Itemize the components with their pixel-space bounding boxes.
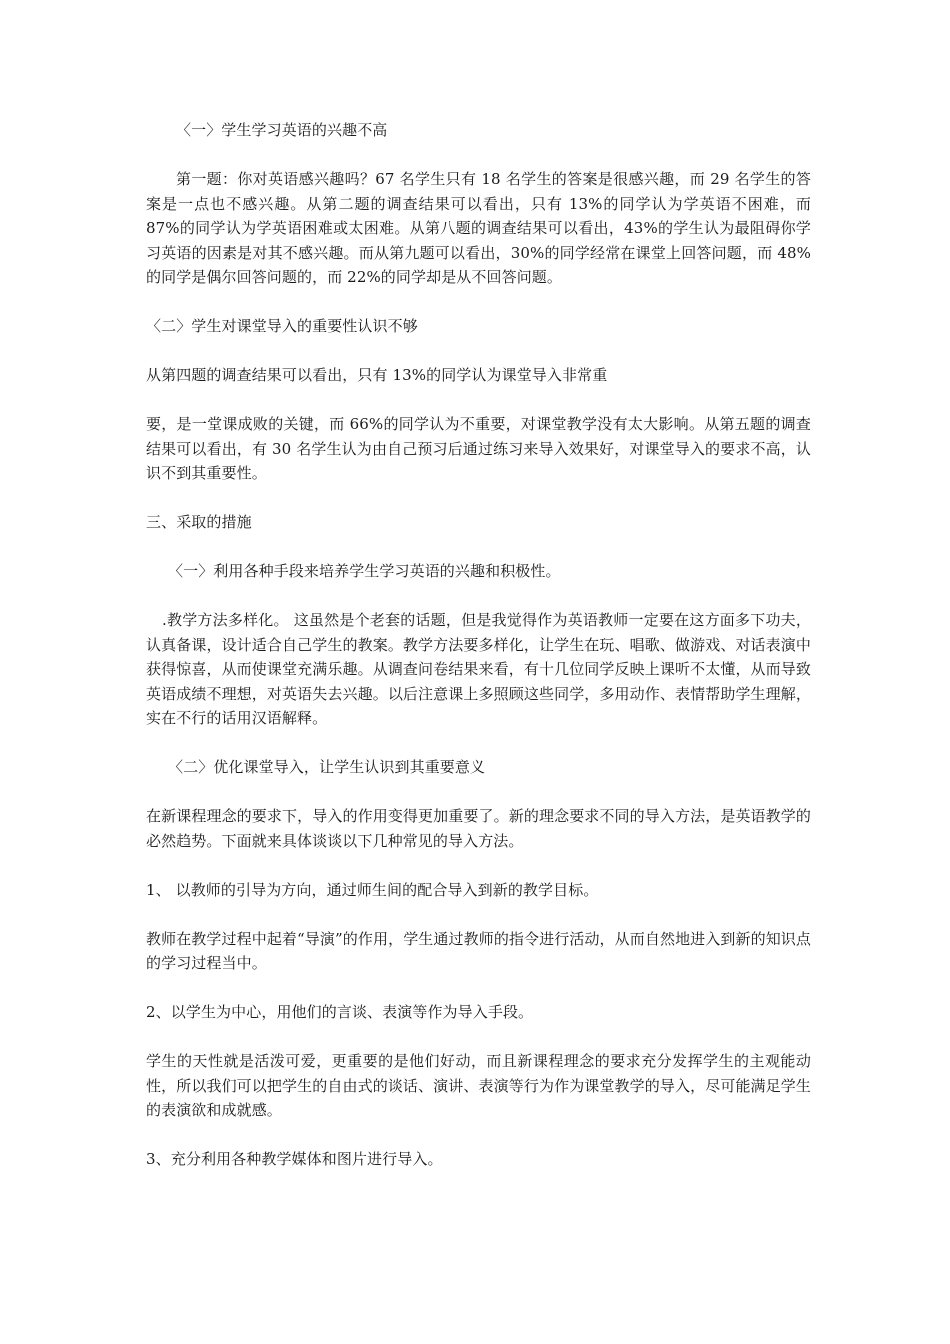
- spacer: [146, 339, 811, 364]
- paragraph-question-four: 从第四题的调查结果可以看出，只有 13%的同学认为课堂导入非常重: [146, 366, 608, 384]
- paragraph-student-nature: 学生的天性就是活泼可爱，更重要的是他们好动，而且新课程理念的要求充分发挥学生的主观能动性，所以我们可以把学生的自由式的谈话、演讲、表演等行为作为课堂教学的导入，尽可能满足学生的表演欲和成就感。: [146, 1052, 811, 1119]
- subheading-optimize-intro: 〈二〉优化课堂导入，让学生认识到其重要意义: [168, 758, 486, 776]
- spacer: [146, 902, 811, 927]
- paragraph-question-five: 要，是一堂课成败的关键，而 66%的同学认为不重要，对课堂教学没有太大影响。从第五题的调查结果可以看出，有 30 名学生认为由自己预习后通过练习来导入效果好，对课堂导入的要求不高，认识不到其重要性。: [146, 415, 811, 482]
- spacer: [146, 486, 811, 511]
- paragraph-teaching-methods: .教学方法多样化。 这虽然是个老套的话题，但是我觉得作为英语教师一定要在这方面多下功夫，认真备课，设计适合自己学生的教案。教学方法要多样化，让学生在玩、唱歌、做游戏、对话表演中获得惊喜，从而使课堂充满乐趣。从调查问卷结果来看，有十几位同学反映上课听不太懂，从而导致英语成绩不理想，对英语失去兴趣。以后注意课上多照顾这些同学，多用动作、表情帮助学生理解，实在不行的话用汉语解释。: [146, 611, 811, 727]
- list-item-student-centered: 2、以学生为中心，用他们的言谈、表演等作为导入手段。: [146, 1003, 534, 1021]
- spacer: [146, 976, 811, 1001]
- spacer: [146, 290, 811, 315]
- section-heading-awareness: 〈二〉学生对课堂导入的重要性认识不够: [146, 317, 418, 335]
- spacer: [146, 1123, 811, 1148]
- spacer: [146, 853, 811, 878]
- spacer: [146, 731, 811, 756]
- paragraph-new-curriculum: 在新课程理念的要求下，导入的作用变得更加重要了。新的理念要求不同的导入方法，是英语教学的必然趋势。下面就来具体谈谈以下几种常见的导入方法。: [146, 807, 811, 850]
- paragraph-teacher-director: 教师在教学过程中起着“导演”的作用，学生通过教师的指令进行活动，从而自然地进入到新的知识点的学习过程当中。: [146, 929, 811, 972]
- spacer: [146, 535, 811, 560]
- list-item-teacher-guided: 1、 以教师的引导为方向，通过师生间的配合导入到新的教学目标。: [146, 880, 599, 899]
- list-item-media-images: 3、充分利用各种教学媒体和图片进行导入。: [146, 1150, 443, 1168]
- spacer: [146, 584, 811, 609]
- section-heading-interest: 〈一〉学生学习英语的兴趣不高: [176, 121, 388, 139]
- paragraph-survey-results: 第一题：你对英语感兴趣吗？67 名学生只有 18 名学生的答案是很感兴趣，而 29 名学生的答案是一点也不感兴趣。从第二题的调查结果可以看出，只有 13%的同学认为学英语不困难，而 87%的同学认为学英语困难或太困难。从第八题的调查结果可以看出，43%的学生认为最阻碍你学习英语的因素是对其不感兴趣。而从第九题可以看出，30%的同学经常在课堂上回答问题，而 48%的同学是偶尔回答问题的，而 22%的同学却是从不回答问题。: [146, 170, 811, 286]
- spacer: [146, 143, 811, 168]
- spacer: [146, 1025, 811, 1050]
- subheading-interest-methods: 〈一〉利用各种手段来培养学生学习英语的兴趣和积极性。: [168, 562, 561, 580]
- spacer: [146, 388, 811, 413]
- section-heading-measures: 三、采取的措施: [146, 513, 252, 531]
- spacer: [146, 780, 811, 805]
- document-body: [146, 118, 811, 1172]
